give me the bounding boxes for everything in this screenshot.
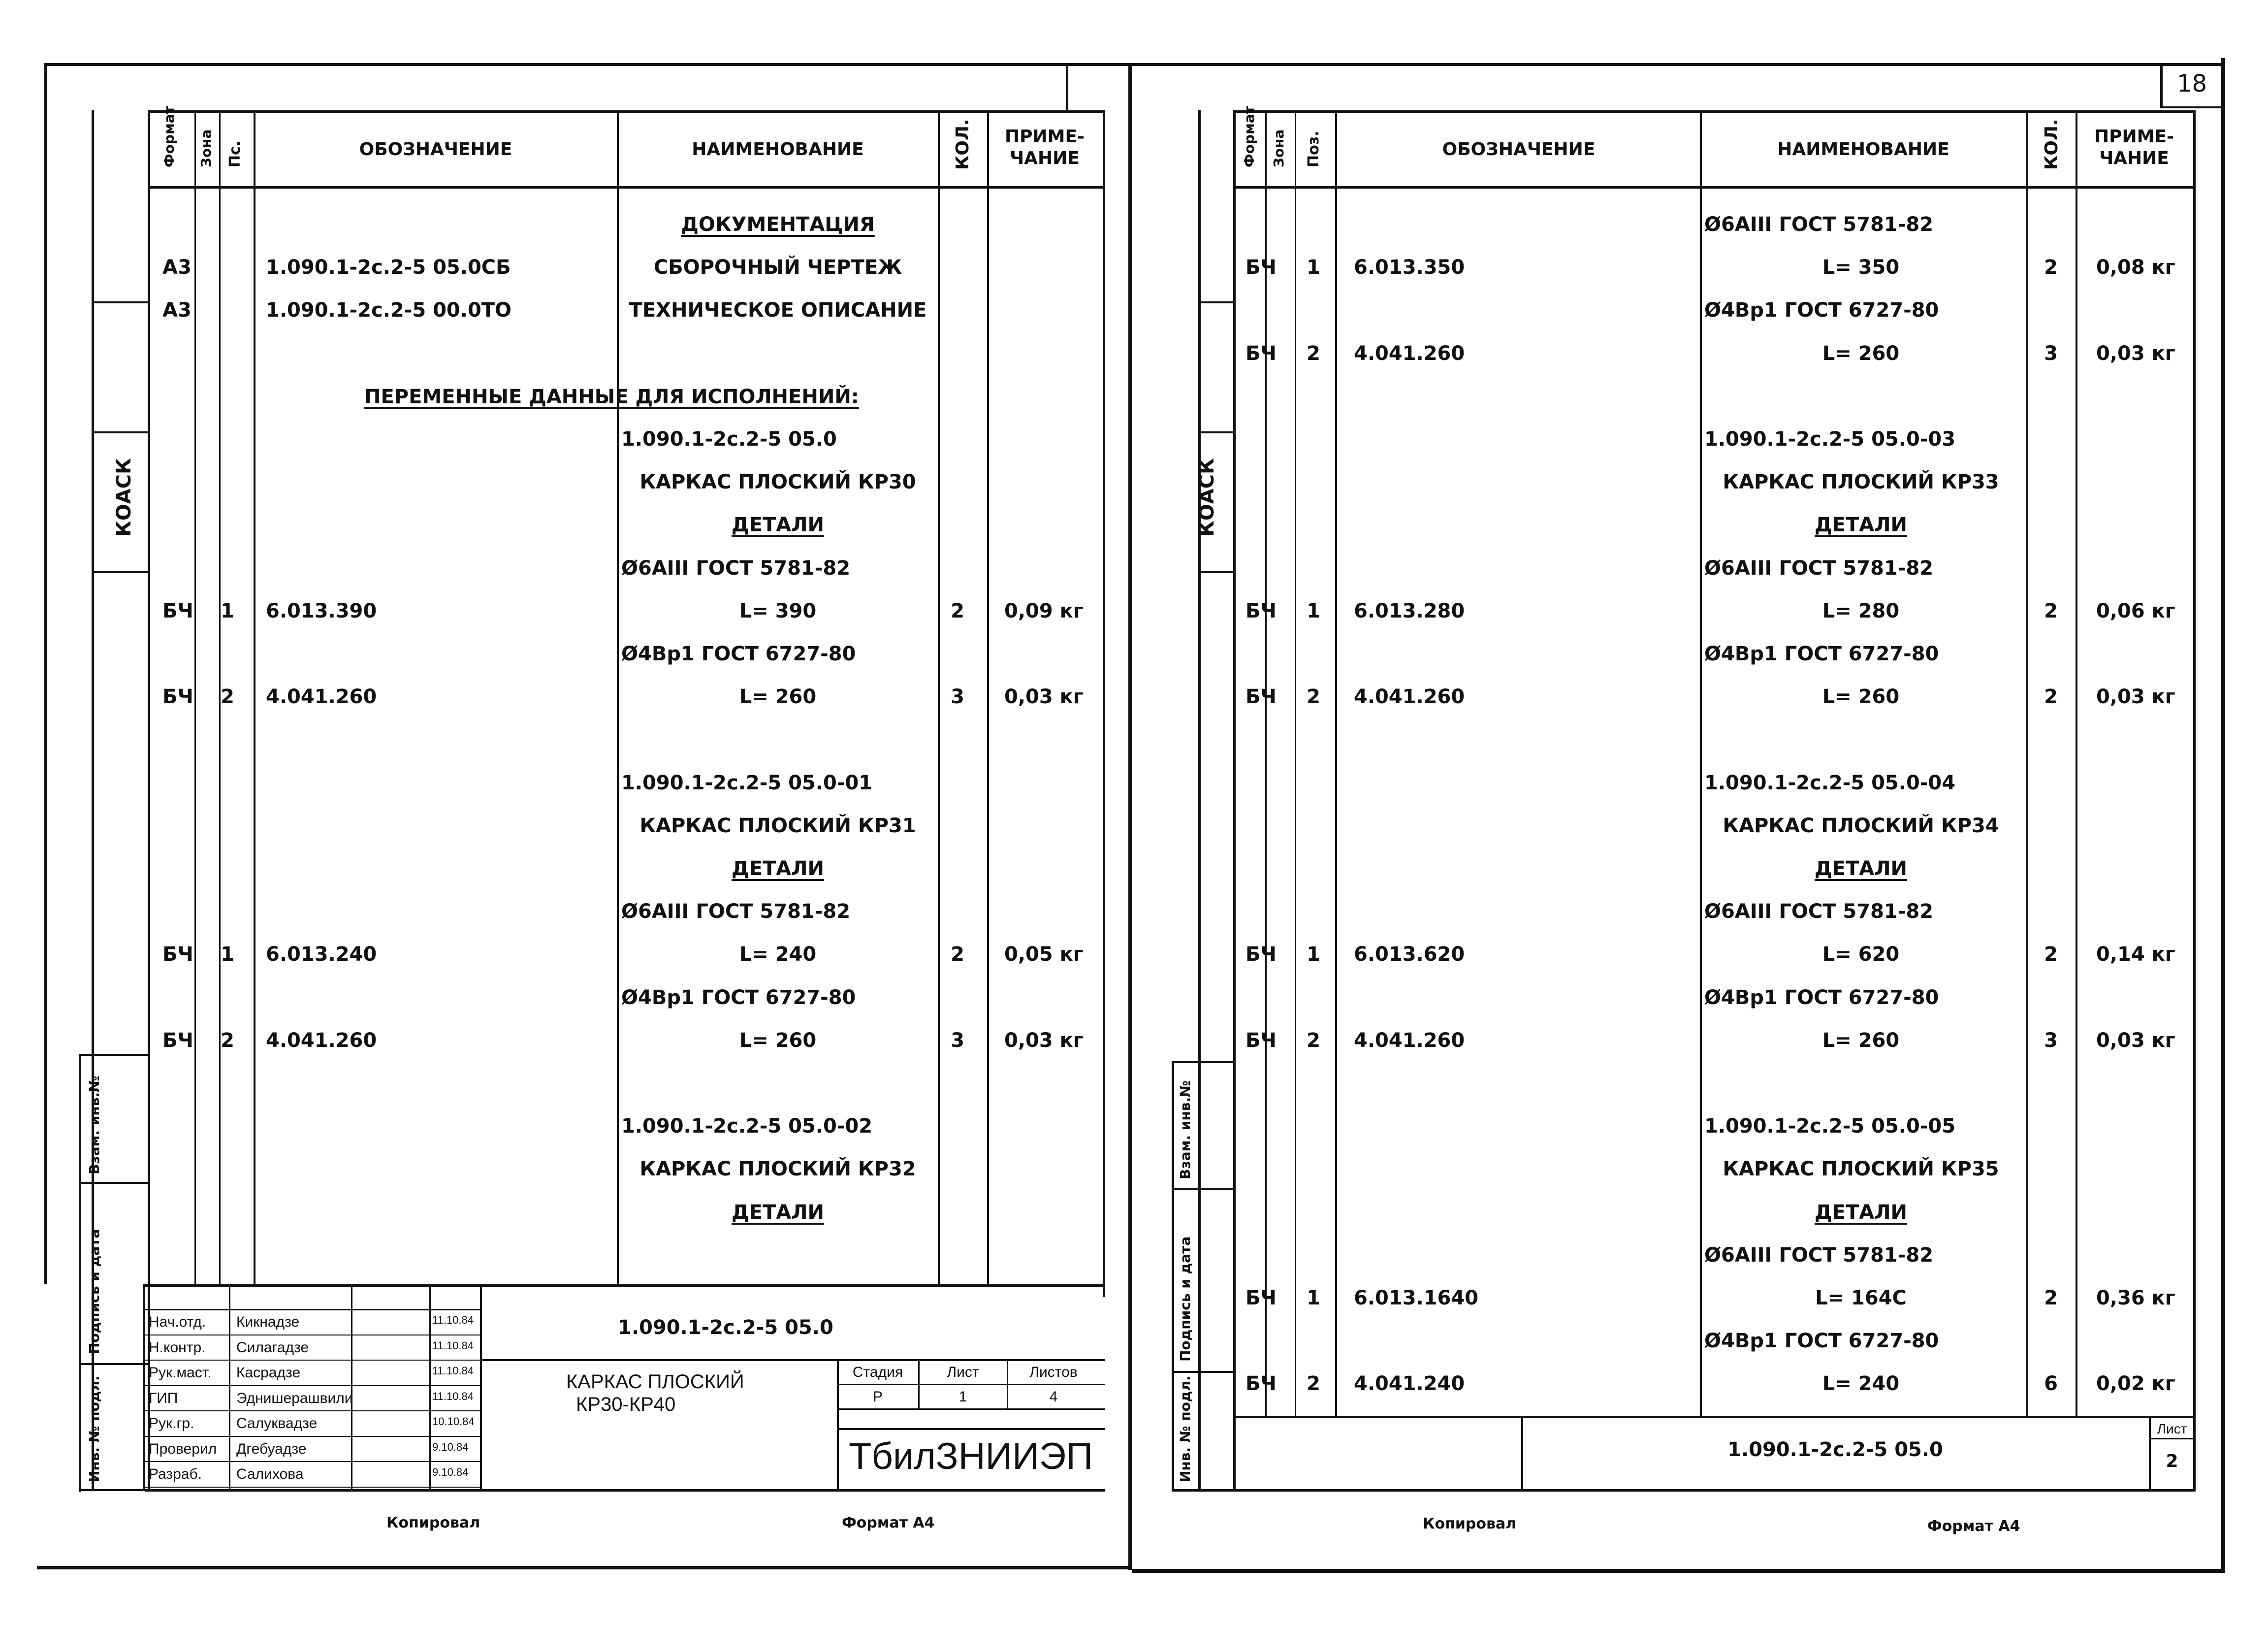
left-inv-orig-label: Инв. № подл.	[86, 1375, 102, 1482]
row-name: КАРКАС ПЛОСКИЙ КР34	[1723, 814, 1999, 837]
col-zone-header: Зона	[1271, 129, 1287, 167]
row-name: КАРКАС ПЛОСКИЙ КР35	[1723, 1158, 1999, 1181]
col-format-header: Формат	[1241, 105, 1257, 167]
row-name: ТЕХНИЧЕСКОЕ ОПИСАНИЕ	[629, 299, 927, 322]
row-quantity: 2	[2044, 1287, 2058, 1309]
row-format: БЧ	[1246, 599, 1277, 622]
left-inv-replace-label: Взам. инв.№	[86, 1075, 102, 1174]
row-designation: 6.013.390	[266, 599, 377, 622]
stage-label: Стадия	[852, 1364, 903, 1380]
staff-divider	[145, 1385, 480, 1386]
row-name: 1.090.1-2с.2-5 05.0-04	[1704, 771, 1956, 794]
row-format: БЧ	[1246, 256, 1277, 279]
staff-name: Салихова	[236, 1466, 304, 1482]
row-designation: 4.041.260	[1354, 342, 1465, 365]
left-title-line1: КАРКАС ПЛОСКИЙ	[566, 1371, 744, 1393]
right-sign-date-label: Подпись и дата	[1177, 1236, 1193, 1362]
row-name: 1.090.1-2с.2-5 05.0	[621, 428, 837, 451]
row-name: Ø4Вр1 ГОСТ 6727-80	[621, 986, 856, 1009]
right-copied-label: Копировал	[1423, 1515, 1517, 1532]
row-designation: 6.013.1640	[1354, 1287, 1479, 1309]
row-note: 0,03 кг	[2096, 685, 2175, 709]
col-format-header: Формат	[161, 105, 177, 167]
col-qty-header: КОЛ.	[953, 119, 973, 170]
left-copied-label: Копировал	[386, 1514, 480, 1531]
row-note: 0,09 кг	[1004, 599, 1084, 622]
row-name: L= 260	[1822, 342, 1900, 365]
org-name: ТбилЗНИИЭП	[848, 1435, 1093, 1477]
row-name: L= 260	[739, 685, 817, 709]
row-quantity: 3	[2044, 342, 2058, 365]
right-footer-doc-code: 1.090.1-2с.2-5 05.0	[1727, 1438, 1943, 1461]
left-title-doc-code: 1.090.1-2с.2-5 05.0	[618, 1316, 833, 1339]
staff-role: Рук.гр.	[149, 1415, 194, 1432]
col-name-header: НАИМЕНОВАНИЕ	[1777, 139, 1949, 160]
row-name: L= 240	[739, 943, 817, 966]
staff-name: Кикнадзе	[236, 1314, 300, 1330]
row-name: 1.090.1-2с.2-5 05.0-05	[1704, 1115, 1956, 1138]
row-note: 0,05 кг	[1004, 943, 1084, 966]
staff-divider	[145, 1436, 480, 1437]
row-designation: 4.041.260	[266, 685, 377, 709]
staff-role: Нач.отд.	[149, 1314, 206, 1330]
staff-name: Дгебуадзе	[236, 1440, 307, 1457]
left-title-line2: КР30-КР40	[576, 1394, 676, 1415]
right-inv-replace-label: Взам. инв.№	[1177, 1080, 1193, 1179]
staff-date: 11.10.84	[432, 1314, 474, 1326]
row-name: L= 164С	[1815, 1287, 1907, 1309]
row-quantity: 6	[2044, 1372, 2058, 1396]
staff-role: Н.контр.	[149, 1339, 206, 1356]
row-note: 0,14 кг	[2096, 943, 2175, 966]
row-format: БЧ	[1246, 685, 1277, 709]
row-designation: 4.041.260	[1354, 1029, 1465, 1052]
col-pos-header: Поз.	[1305, 130, 1322, 167]
row-name: L= 260	[739, 1029, 817, 1052]
row-name: Ø6АIII ГОСТ 5781-82	[1704, 213, 1934, 236]
staff-role: ГИП	[149, 1390, 178, 1406]
staff-role: Проверил	[149, 1440, 217, 1457]
row-name: Ø4Вр1 ГОСТ 6727-80	[1704, 1330, 1939, 1353]
staff-date: 11.10.84	[432, 1365, 474, 1377]
row-format: БЧ	[1246, 1029, 1277, 1052]
row-format: БЧ	[1246, 1372, 1277, 1396]
row-name: Ø4Вр1 ГОСТ 6727-80	[621, 643, 856, 665]
row-quantity: 2	[951, 943, 964, 966]
col-note-header-1: ПРИМЕ-	[2094, 127, 2174, 147]
staff-name: Эднишерашвили	[236, 1390, 353, 1406]
staff-role: Рук.маст.	[149, 1365, 212, 1381]
row-name: Ø4Вр1 ГОСТ 6727-80	[1704, 643, 1939, 665]
staff-date: 11.10.84	[432, 1390, 474, 1402]
row-name: Ø6АIII ГОСТ 5781-82	[621, 900, 851, 923]
row-designation: 4.041.240	[1354, 1372, 1465, 1396]
left-stamp-label: КОАСК	[113, 458, 135, 537]
row-designation: 1.090.1-2с.2-5 05.0СБ	[266, 256, 511, 279]
row-note: 0,03 кг	[2096, 342, 2175, 365]
row-position: 2	[1307, 342, 1320, 365]
right-stamp-label: КОАСК	[1196, 458, 1218, 537]
row-name: Ø6АIII ГОСТ 5781-82	[1704, 1243, 1934, 1267]
row-name: ДЕТАЛИ	[1815, 1201, 1907, 1224]
col-note-header-2: ЧАНИЕ	[1010, 148, 1080, 168]
row-name: КАРКАС ПЛОСКИЙ КР31	[639, 814, 916, 837]
staff-date: 10.10.84	[432, 1415, 475, 1428]
row-name: L= 260	[1822, 685, 1900, 709]
row-quantity: 2	[2044, 256, 2058, 279]
row-format: БЧ	[162, 1029, 193, 1052]
row-note: 0,03 кг	[1004, 1029, 1084, 1052]
row-name: 1.090.1-2с.2-5 05.0-02	[621, 1115, 873, 1138]
left-sign-date-label: Подпись и дата	[86, 1229, 102, 1354]
row-name: L= 350	[1822, 256, 1900, 279]
row-position: 2	[1307, 1372, 1320, 1396]
row-format: БЧ	[162, 685, 193, 709]
row-format: А3	[162, 256, 192, 279]
row-name: ДЕТАЛИ	[732, 857, 824, 880]
row-note: 0,03 кг	[1004, 685, 1084, 709]
col-pos-header: Пс.	[226, 140, 244, 167]
row-quantity: 2	[2044, 599, 2058, 622]
row-name: КАРКАС ПЛОСКИЙ КР30	[639, 471, 916, 494]
row-name: L= 260	[1822, 1029, 1900, 1052]
row-name: Ø4Вр1 ГОСТ 6727-80	[1704, 986, 1939, 1009]
right-footer-sheet-label: Лист	[2157, 1421, 2187, 1436]
row-position: 1	[1307, 1287, 1320, 1309]
col-name-header: НАИМЕНОВАНИЕ	[692, 139, 864, 160]
row-format: БЧ	[162, 943, 193, 966]
row-quantity: 3	[951, 1029, 964, 1052]
staff-divider	[145, 1461, 480, 1462]
staff-name: Салуквадзе	[236, 1415, 318, 1432]
staff-divider	[145, 1487, 480, 1488]
row-designation: 1.090.1-2с.2-5 00.0ТО	[266, 299, 512, 322]
row-position: 2	[221, 685, 234, 709]
row-name: L= 280	[1822, 599, 1900, 622]
row-quantity: 3	[2044, 1029, 2058, 1052]
row-format: БЧ	[1246, 1287, 1277, 1309]
row-format: БЧ	[1246, 943, 1277, 966]
left-variable-heading: ПЕРЕМЕННЫЕ ДАННЫЕ ДЛЯ ИСПОЛНЕНИЙ:	[364, 386, 859, 408]
row-name: ДЕТАЛИ	[1815, 514, 1907, 537]
row-designation: 4.041.260	[1354, 685, 1465, 709]
row-name: КАРКАС ПЛОСКИЙ КР32	[639, 1158, 916, 1181]
col-designation-header: ОБОЗНАЧЕНИЕ	[359, 139, 512, 160]
row-designation: 6.013.240	[266, 943, 377, 966]
sheet-label: Лист	[947, 1364, 979, 1380]
row-designation: 6.013.350	[1354, 256, 1465, 279]
stage-value: Р	[872, 1389, 883, 1405]
row-name: L= 240	[1822, 1372, 1900, 1396]
row-position: 2	[221, 1029, 234, 1052]
row-name: Ø6АIII ГОСТ 5781-82	[1704, 900, 1934, 923]
row-position: 1	[221, 943, 234, 966]
row-name: ДЕТАЛИ	[732, 1201, 824, 1224]
col-note-header-1: ПРИМЕ-	[1005, 127, 1085, 147]
right-format-label: Формат А4	[1927, 1518, 2020, 1535]
row-note: 0,06 кг	[2096, 599, 2175, 622]
row-position: 1	[221, 599, 234, 622]
staff-name: Силагадзе	[236, 1339, 309, 1356]
row-name: ДЕТАЛИ	[732, 514, 824, 537]
row-quantity: 3	[951, 685, 964, 709]
row-position: 2	[1307, 685, 1320, 709]
row-name: КАРКАС ПЛОСКИЙ КР33	[1723, 471, 1999, 494]
staff-divider	[145, 1410, 480, 1411]
row-note: 0,36 кг	[2096, 1287, 2175, 1309]
row-name: 1.090.1-2с.2-5 05.0-01	[621, 771, 873, 794]
row-name: Ø6АIII ГОСТ 5781-82	[1704, 556, 1934, 580]
row-name: Ø4Вр1 ГОСТ 6727-80	[1704, 299, 1939, 322]
row-name: L= 620	[1822, 943, 1900, 966]
row-note: 0,03 кг	[2096, 1029, 2175, 1052]
right-inv-orig-label: Инв. № подл.	[1177, 1375, 1193, 1482]
staff-date: 11.10.84	[432, 1339, 474, 1352]
sheet-number: 18	[2177, 70, 2207, 98]
right-footer-sheet-value: 2	[2166, 1451, 2178, 1471]
row-note: 0,08 кг	[2096, 256, 2175, 279]
row-format: БЧ	[162, 599, 193, 622]
sheets-label: Листов	[1029, 1364, 1078, 1380]
row-note: 0,02 кг	[2096, 1372, 2175, 1396]
staff-role: Разраб.	[149, 1466, 202, 1482]
row-position: 1	[1307, 943, 1320, 966]
sheets-value: 4	[1049, 1389, 1058, 1405]
col-note-header-2: ЧАНИЕ	[2099, 148, 2169, 168]
staff-divider	[145, 1309, 480, 1310]
row-name: Ø6АIII ГОСТ 5781-82	[621, 556, 851, 580]
row-quantity: 2	[2044, 685, 2058, 709]
row-designation: 6.013.620	[1354, 943, 1465, 966]
row-quantity: 2	[951, 599, 964, 622]
row-name: ДЕТАЛИ	[1815, 857, 1907, 880]
row-name: ДОКУМЕНТАЦИЯ	[681, 213, 875, 236]
row-position: 2	[1307, 1029, 1320, 1052]
col-qty-header: КОЛ.	[2042, 119, 2062, 170]
row-name: 1.090.1-2с.2-5 05.0-03	[1704, 428, 1956, 451]
row-format: А3	[162, 299, 192, 322]
row-name: СБОРОЧНЫЙ ЧЕРТЕЖ	[653, 256, 902, 279]
col-zone-header: Зона	[198, 129, 214, 167]
staff-date: 9.10.84	[432, 1440, 469, 1453]
staff-date: 9.10.84	[432, 1466, 469, 1478]
row-name: L= 390	[739, 599, 817, 622]
row-designation: 6.013.280	[1354, 599, 1465, 622]
sheet-value: 1	[958, 1389, 967, 1405]
row-quantity: 2	[2044, 943, 2058, 966]
row-format: БЧ	[1246, 342, 1277, 365]
row-position: 1	[1307, 599, 1320, 622]
left-format-label: Формат А4	[842, 1514, 935, 1531]
row-position: 1	[1307, 256, 1320, 279]
col-designation-header: ОБОЗНАЧЕНИЕ	[1442, 139, 1596, 160]
staff-divider	[145, 1360, 480, 1361]
row-designation: 4.041.260	[266, 1029, 377, 1052]
staff-name: Касрадзе	[236, 1365, 301, 1381]
